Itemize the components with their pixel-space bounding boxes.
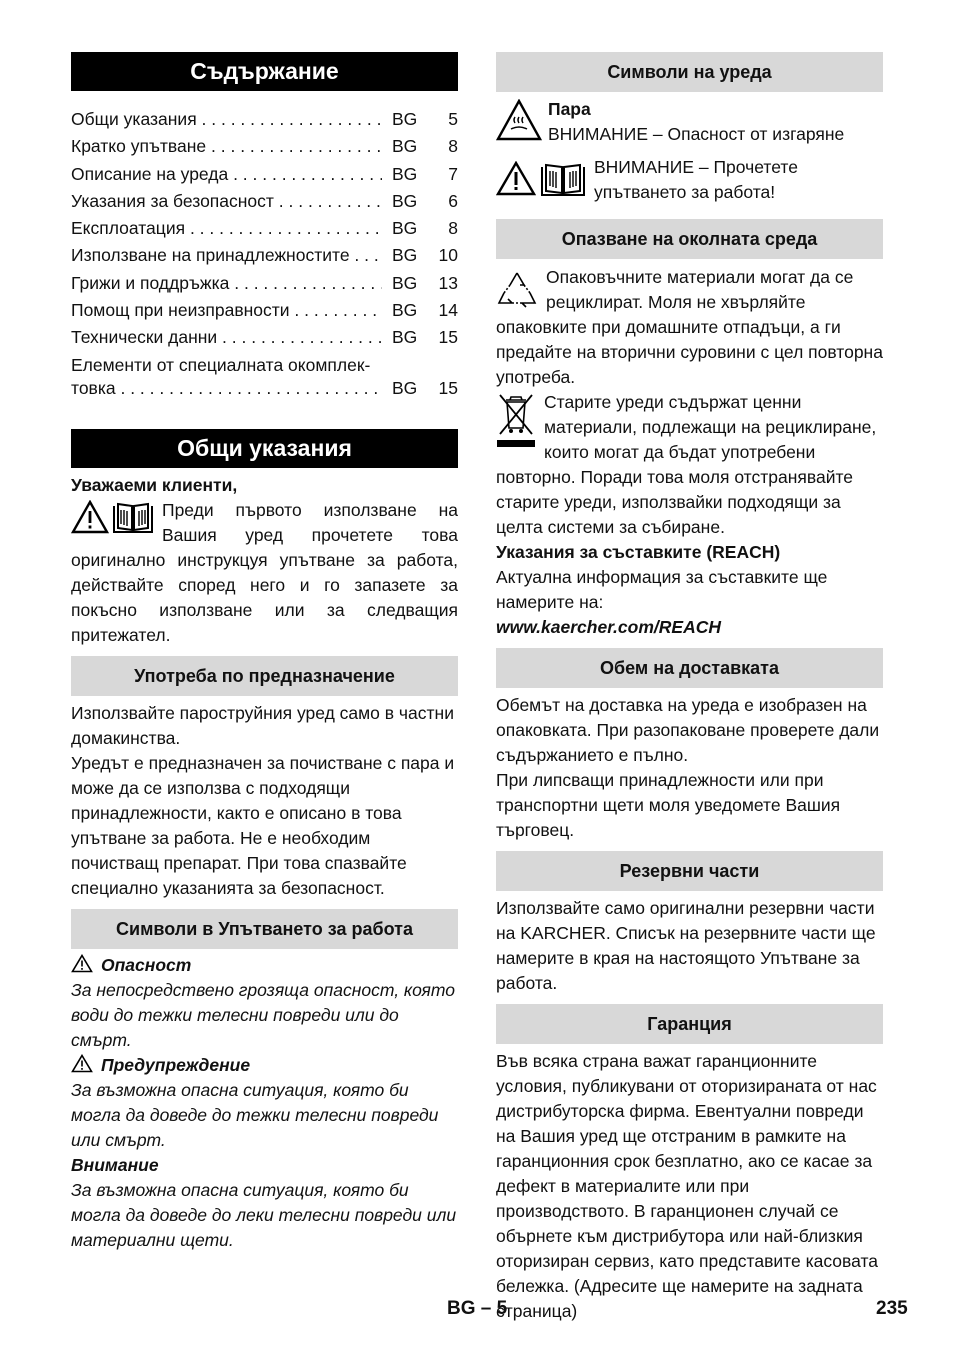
toc-entry-page: 8 bbox=[448, 218, 458, 239]
steam-label: Пара bbox=[548, 99, 591, 119]
toc-entry-page: 15 bbox=[438, 327, 458, 348]
warning-label: Предупреждение bbox=[101, 1054, 251, 1075]
toc-entry[interactable] bbox=[71, 297, 458, 324]
toc-entry-lang: BG bbox=[392, 245, 418, 266]
toc-entry-title: Описание на уреда . . . bbox=[71, 161, 382, 188]
manual-symbols-heading: Символи в Упътването за работа bbox=[71, 909, 458, 949]
intended-use-p2: Уредът е предназначен за почистване с пара и може да се използва с подходящи принадлежности, както е описано в това упътване за работа. Не е необходим почистващ препарат. При това спазвайте специално указанията за безопасност. bbox=[71, 752, 455, 898]
manual-book-icon bbox=[540, 161, 586, 197]
greeting: Уважаеми клиенти, bbox=[71, 474, 238, 495]
general-paragraph bbox=[71, 498, 458, 648]
toc-entry-page: 10 bbox=[438, 245, 458, 266]
toc-heading: Съдържание bbox=[71, 52, 458, 91]
intended-use-p1: Използвайте пароструйния уред само в частни домакинства. bbox=[71, 702, 454, 748]
crossed-bin-symbol bbox=[496, 392, 536, 447]
intended-use-heading: Употреба по предназначение bbox=[71, 656, 458, 696]
danger-label: Опасност bbox=[101, 954, 192, 975]
toc-entry-page: 14 bbox=[438, 300, 458, 321]
toc-entry-title: Експлоатация . . . bbox=[71, 215, 382, 242]
toc-entry[interactable] bbox=[71, 161, 458, 188]
toc-entry-page: 8 bbox=[448, 136, 458, 157]
read-manual-text: ВНИМАНИЕ – Прочетете упътването за работа! bbox=[594, 157, 798, 202]
old-devices-text: Старите уреди съдържат ценни материали, подлежащи на рециклиране, които могат да бъдат употребени повторно. Поради това моля отстранявайте старите уреди, използвайки подходящи за целта системи за събиране. bbox=[496, 392, 877, 537]
reach-title: Указания за съставките (REACH) bbox=[496, 542, 781, 562]
warning-label-row bbox=[71, 1053, 458, 1078]
toc-entry-page: 13 bbox=[438, 272, 458, 293]
crossed-bin-icon bbox=[496, 392, 536, 436]
toc-entry-page: 7 bbox=[448, 163, 458, 184]
toc-entry-title: товка . . . bbox=[71, 377, 382, 399]
toc-entry[interactable] bbox=[71, 106, 458, 133]
general-icons bbox=[71, 500, 154, 534]
toc-entry-title: Технически данни . . . bbox=[71, 324, 382, 351]
toc-entry-lang: BG bbox=[392, 218, 418, 239]
toc-entry-lang: BG bbox=[392, 327, 418, 348]
steam-text: ВНИМАНИЕ – Опасност от изгаряне bbox=[548, 124, 845, 144]
toc-entry[interactable] bbox=[71, 270, 458, 297]
toc-entry-lang: BG bbox=[392, 377, 418, 398]
footer-page-number: 235 bbox=[876, 1298, 908, 1319]
old-devices-paragraph bbox=[496, 390, 883, 540]
toc-entry[interactable] bbox=[71, 324, 458, 351]
general-heading: Общи указания bbox=[71, 429, 458, 468]
toc-entry[interactable] bbox=[71, 188, 458, 215]
reach-url[interactable]: www.kaercher.com/REACH bbox=[496, 617, 721, 637]
caution-text: За възможна опасна ситуация, която би могла да доведе до леки телесни повреди или материални щети. bbox=[71, 1179, 457, 1250]
right-column bbox=[496, 52, 883, 1324]
toc-entry-page: 15 bbox=[438, 377, 458, 398]
toc-entry-lang: BG bbox=[392, 190, 418, 211]
warranty-text: Във всяка страна важат гаранционните условия, публикувани от оторизираната от нас дистрибуторска фирма. Евентуални повреди на Вашия уред ще отстраним в рамките на гаранционния срок безплатно, ако се касае за дефект в материалите или при производството. В гаранционен случай се обърнете към дистрибутора или най-близкия оторизиран сервиз, като представите касовата бележка. (Адресите ще намерите на задната страница) bbox=[496, 1051, 879, 1321]
toc-entry[interactable] bbox=[71, 133, 458, 160]
delivery-heading: Обем на доставката bbox=[496, 648, 883, 688]
reach-text: Актуална информация за съставките ще намерите на: bbox=[496, 567, 828, 612]
device-symbols-heading: Символи на уреда bbox=[496, 52, 883, 92]
spare-parts-heading: Резервни части bbox=[496, 851, 883, 891]
toc-entry-lang: BG bbox=[392, 272, 418, 293]
toc-entry-lang: BG bbox=[392, 109, 418, 129]
caution-label: Внимание bbox=[71, 1154, 159, 1175]
delivery-p1: Обемът на доставка на уреда е изобразен на опаковката. При разопаковане проверете дали съдържанието е пълно. bbox=[496, 695, 880, 765]
danger-text: За непосредствено грозяща опасност, която води до тежки телесни повреди или до смърт. bbox=[71, 979, 455, 1050]
danger-label-row bbox=[71, 953, 458, 978]
warning-triangle-icon bbox=[71, 500, 109, 534]
black-bar-icon bbox=[497, 440, 535, 447]
toc-entry[interactable] bbox=[71, 215, 458, 242]
toc-entry-page: 6 bbox=[448, 190, 458, 211]
warning-triangle-icon bbox=[496, 161, 536, 197]
toc-entry-title: Помощ при неизправности . . . bbox=[71, 297, 382, 324]
steam-symbol-row bbox=[496, 97, 883, 147]
toc-entry-title: Използване на принадлежностите . . . bbox=[71, 242, 382, 269]
packaging-paragraph bbox=[496, 265, 883, 390]
packaging-text: Опаковъчните материали могат да се рециклират. Моля не хвърляйте опаковките при домашните отпадъци, а ги предайте на вторични суровини с цел повторна употреба. bbox=[496, 267, 883, 387]
warranty-heading: Гаранция bbox=[496, 1004, 883, 1044]
toc-list bbox=[71, 106, 458, 399]
warning-text: За възможна опасна ситуация, която би могла да доведе до тежки телесни повреди или смърт. bbox=[71, 1079, 439, 1150]
read-manual-symbol-row bbox=[496, 155, 883, 205]
left-column bbox=[71, 52, 458, 1253]
environment-heading: Опазване на околната среда bbox=[496, 219, 883, 259]
footer-section-label: BG – 5 bbox=[447, 1298, 508, 1319]
toc-entry-lang: BG bbox=[392, 300, 418, 321]
toc-entry-lang: BG bbox=[392, 163, 418, 184]
general-text: Преди първото използване на Вашия уред прочетете това оригинално инструкцуя упътване за работа, действайте според него и го запазете за покъсно използване или за следващия притежател. bbox=[71, 499, 458, 645]
spare-parts-text: Използвайте само оригинални резервни части на KARCHER. Списък на резервните части ще намерите в края на настоящото Упътване за работа. bbox=[496, 898, 876, 993]
delivery-p2: При липсващи принадлежности или при транспортни щети моля уведомете Вашия търговец. bbox=[496, 770, 841, 840]
toc-entry-title: Грижи и поддръжка . . . bbox=[71, 270, 382, 297]
warning-triangle-icon bbox=[71, 954, 93, 973]
toc-entry-lang: BG bbox=[392, 136, 418, 157]
toc-entry[interactable] bbox=[71, 377, 458, 399]
toc-entry-last-line1[interactable]: Елементи от специалната окомплек- bbox=[71, 354, 371, 375]
toc-entry-title: Общи указания . . . bbox=[71, 106, 382, 133]
toc-entry-title: Кратко упътване . . . bbox=[71, 133, 382, 160]
hot-steam-warning-icon bbox=[496, 99, 542, 141]
toc-entry-page: 5 bbox=[448, 109, 458, 129]
toc-entry[interactable] bbox=[71, 242, 458, 269]
manual-book-icon bbox=[112, 500, 154, 534]
toc-entry-title: Указания за безопасност . . . bbox=[71, 188, 382, 215]
warning-triangle-icon bbox=[71, 1054, 93, 1073]
recycle-icon bbox=[496, 269, 538, 311]
